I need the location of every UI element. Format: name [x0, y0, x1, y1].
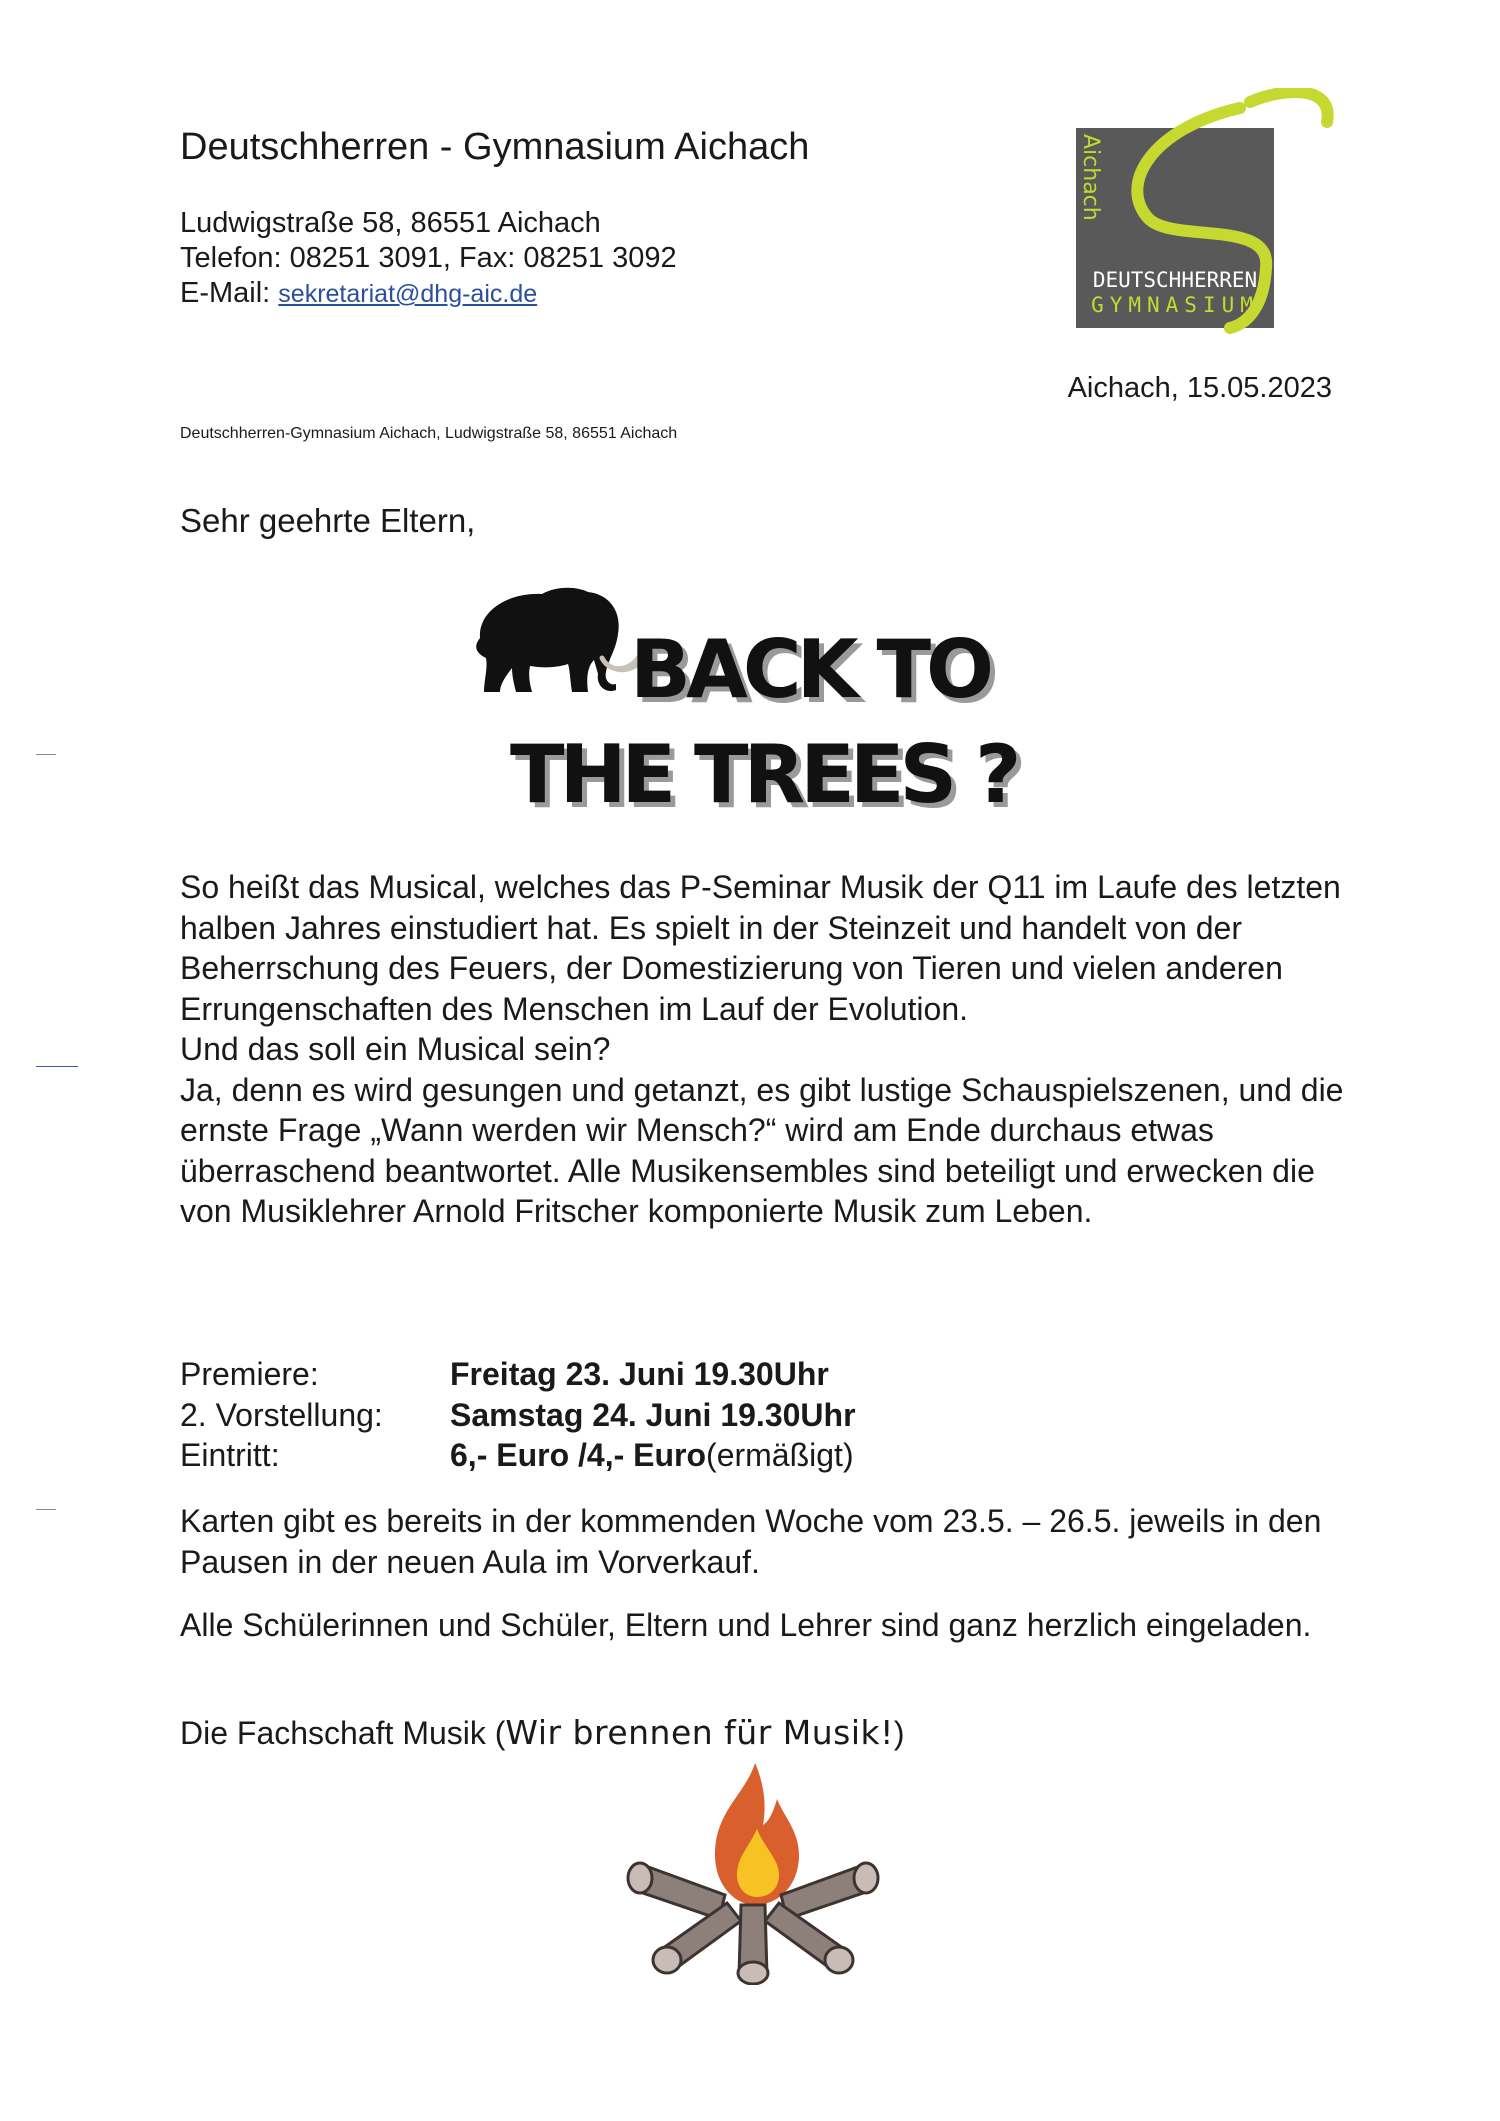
schedule-value: 6,- Euro /4,- Euro	[450, 1437, 707, 1473]
signature-text: Die Fachschaft Musik (	[180, 1715, 506, 1751]
school-logo	[1072, 88, 1338, 336]
margin-mark	[36, 1509, 56, 1510]
schedule-label: Eintritt:	[180, 1437, 280, 1473]
school-address	[180, 206, 677, 312]
log-end	[653, 1947, 681, 1973]
email-line	[180, 276, 677, 312]
motto: Wir brennen für Musik!	[505, 1713, 894, 1752]
ticket-info: Karten gibt es bereits in der kommenden Woche vom 23.5. – 26.5. jeweils in den Pausen in der neuen Aula im Vorverkauf.	[180, 1503, 1322, 1580]
campfire-icon	[623, 1755, 883, 1985]
margin-mark	[36, 754, 56, 755]
log-end	[738, 1962, 768, 1984]
log-end	[854, 1863, 878, 1893]
salutation: Sehr geehrte Eltern,	[180, 502, 476, 539]
street-address: Ludwigstraße 58, 86551 Aichach	[180, 207, 601, 239]
logo-city: Aichach	[1078, 134, 1103, 221]
description-paragraph: Ja, denn es wird gesungen und getanzt, es gibt lustige Schauspielszenen, und die ernste Frage „Wann werden wir Mensch?“ wird am Ende durchaus etwas überraschend beantwortet. Alle Musikensembles sind beteiligt und erwecken die von Musiklehrer Arnold Fritscher komponierte Musik zum Leben.	[180, 1071, 1344, 1229]
letter-date: Aichach, 15.05.2023	[1067, 372, 1332, 404]
email-label: E-Mail:	[180, 277, 279, 309]
musical-title-art	[460, 580, 1060, 830]
title-line-2: THE TREES ?	[510, 728, 1017, 821]
log-end	[825, 1947, 853, 1973]
phone-fax: Telefon: 08251 3091, Fax: 08251 3092	[180, 242, 677, 274]
logo-line2: GYMNASIUM	[1091, 293, 1259, 317]
performance-schedule	[180, 1354, 856, 1476]
school-name: Deutschherren - Gymnasium Aichach	[180, 126, 810, 168]
sender-line: Deutschherren-Gymnasium Aichach, Ludwigstraße 58, 86551 Aichach	[180, 425, 678, 442]
logo-line1: DEUTSCHHERREN	[1092, 268, 1258, 292]
margin-mark	[36, 1066, 78, 1067]
schedule-value: Freitag 23. Juni 19.30Uhr	[450, 1356, 829, 1392]
schedule-row-second	[180, 1395, 856, 1436]
schedule-label: 2. Vorstellung:	[180, 1396, 383, 1433]
description-question: Und das soll ein Musical sein?	[180, 1031, 611, 1067]
schedule-label: Premiere:	[180, 1356, 319, 1392]
signature	[180, 1713, 905, 1752]
schedule-row-admission	[180, 1435, 856, 1476]
invitation: Alle Schülerinnen und Schüler, Eltern und Lehrer sind ganz herzlich eingeladen.	[180, 1607, 1312, 1643]
signature-close: )	[893, 1715, 905, 1751]
schedule-value: Samstag 24. Juni 19.30Uhr	[450, 1396, 856, 1433]
schedule-row-premiere	[180, 1354, 856, 1395]
title-line-1: BACK TO	[630, 623, 990, 716]
log-end	[628, 1863, 652, 1893]
email-link[interactable]: sekretariat@dhg-aic.de	[278, 280, 538, 308]
admission-note: (ermäßigt)	[706, 1437, 854, 1473]
description-paragraph: So heißt das Musical, welches das P-Seminar Musik der Q11 im Laufe des letzten halben Jahres einstudiert hat. Es spielt in der Steinzeit und handelt von der Beherrschung des Feuers, der Domestizierung von Tieren und vielen anderen Errungenschaften des Menschen im Lauf der Evolution.	[180, 869, 1341, 1027]
musical-description	[180, 867, 1350, 1232]
